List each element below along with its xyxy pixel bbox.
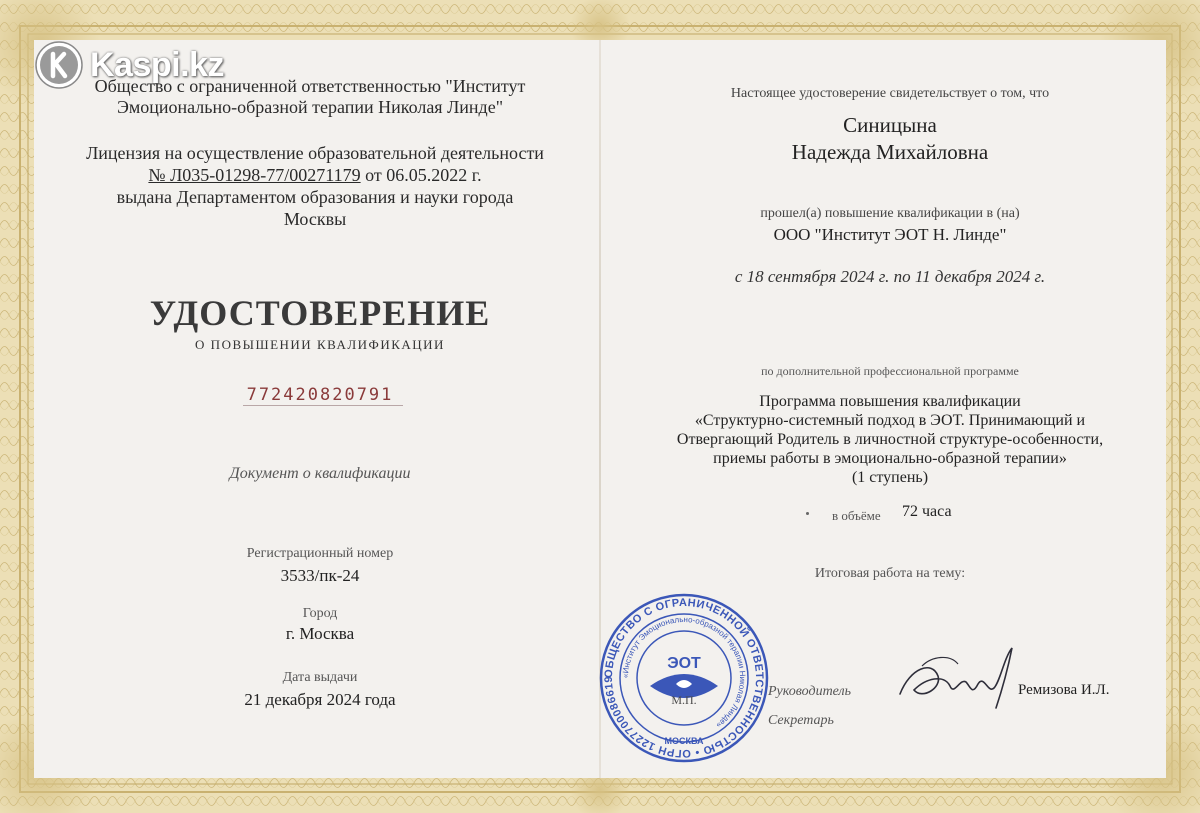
volume-label: в объёме — [832, 508, 881, 523]
stamp-center-text: ЭОТ — [667, 655, 701, 672]
program-line-4: (1 ступень) — [851, 469, 929, 486]
issue-date-label: Дата выдачи — [282, 670, 358, 685]
document-subtitle: О ПОВЫШЕНИИ КВАЛИФИКАЦИИ — [195, 337, 445, 352]
license-block — [70, 142, 560, 230]
program-line-2: Отвергающий Родитель в личностной структуре-особенности, — [676, 431, 1104, 448]
kaspi-logo-icon — [34, 40, 84, 90]
license-date: от 06.05.2022 г. — [365, 165, 482, 185]
issuer-line-1: Общество с ограниченной ответственностью "Институт — [94, 76, 526, 96]
head-label: Руководитель — [768, 684, 852, 699]
city-value: г. Москва — [285, 624, 355, 643]
training-organization: ООО "Институт ЭОТ Н. Линде" — [773, 225, 1007, 244]
document-title: УДОСТОВЕРЕНИЕ — [149, 293, 491, 333]
program-line-1: «Структурно-системный подход в ЭОТ. Принимающий и — [694, 412, 1086, 429]
final-work-label: Итоговая работа на тему: — [814, 566, 966, 581]
dot-mark — [806, 512, 809, 515]
training-dates: с 18 сентября 2024 г. по 11 декабря 2024 г. — [734, 267, 1046, 286]
stamp-city: МОСКВА — [664, 736, 704, 746]
license-line-3: выдана Департаментом образования и науки города — [116, 187, 514, 207]
city-label: Город — [302, 606, 338, 621]
serial-underline — [243, 405, 403, 406]
volume-value: 72 часа — [902, 503, 952, 520]
license-line-2 — [70, 164, 560, 186]
official-stamp — [598, 592, 770, 764]
kaspi-brand-text: Kaspi.kz — [90, 45, 224, 84]
license-line-4: Москвы — [283, 209, 347, 229]
certifies-intro: Настоящее удостоверение свидетельствует о том, что — [730, 86, 1050, 101]
serial-number: 772420820791 — [246, 385, 394, 405]
document-type: Документ о квалификации — [229, 465, 411, 482]
program-line-3: приемы работы в эмоционально-образной терапии» — [713, 450, 1067, 467]
head-name: Ремизова И.Л. — [1018, 682, 1110, 698]
holder-surname: Синицына — [843, 113, 937, 137]
holder-given-names: Надежда Михайловна — [791, 140, 989, 164]
issuer-organization — [90, 76, 530, 118]
issuer-line-2: Эмоционально-образной терапии Николая Линде" — [116, 97, 504, 117]
issue-date-value: 21 декабря 2024 года — [244, 690, 396, 709]
signature — [892, 638, 1032, 718]
secretary-label: Секретарь — [768, 713, 834, 728]
stamp-outer-text: ОБЩЕСТВО С ОГРАНИЧЕННОЙ ОТВЕТСТВЕННОСТЬЮ • ОГРН 1227700086619 — [602, 596, 766, 760]
reg-number-label: Регистрационный номер — [246, 546, 394, 561]
passed-training-label: прошел(а) повышение квалификации в (на) — [760, 206, 1020, 221]
stamp-inner-text: «Институт Эмоционально-образной терапии Николая Линде» — [620, 614, 748, 730]
reg-number-value: 3533/пк-24 — [280, 566, 360, 585]
license-line-1: Лицензия на осуществление образовательной деятельности — [86, 143, 544, 163]
program-title: Программа повышения квалификации — [759, 393, 1021, 410]
program-intro: по дополнительной профессиональной программе — [761, 364, 1019, 378]
license-number: № Л035-01298-77/00271179 — [148, 165, 361, 185]
stamp-mp: М.П. — [671, 693, 697, 707]
